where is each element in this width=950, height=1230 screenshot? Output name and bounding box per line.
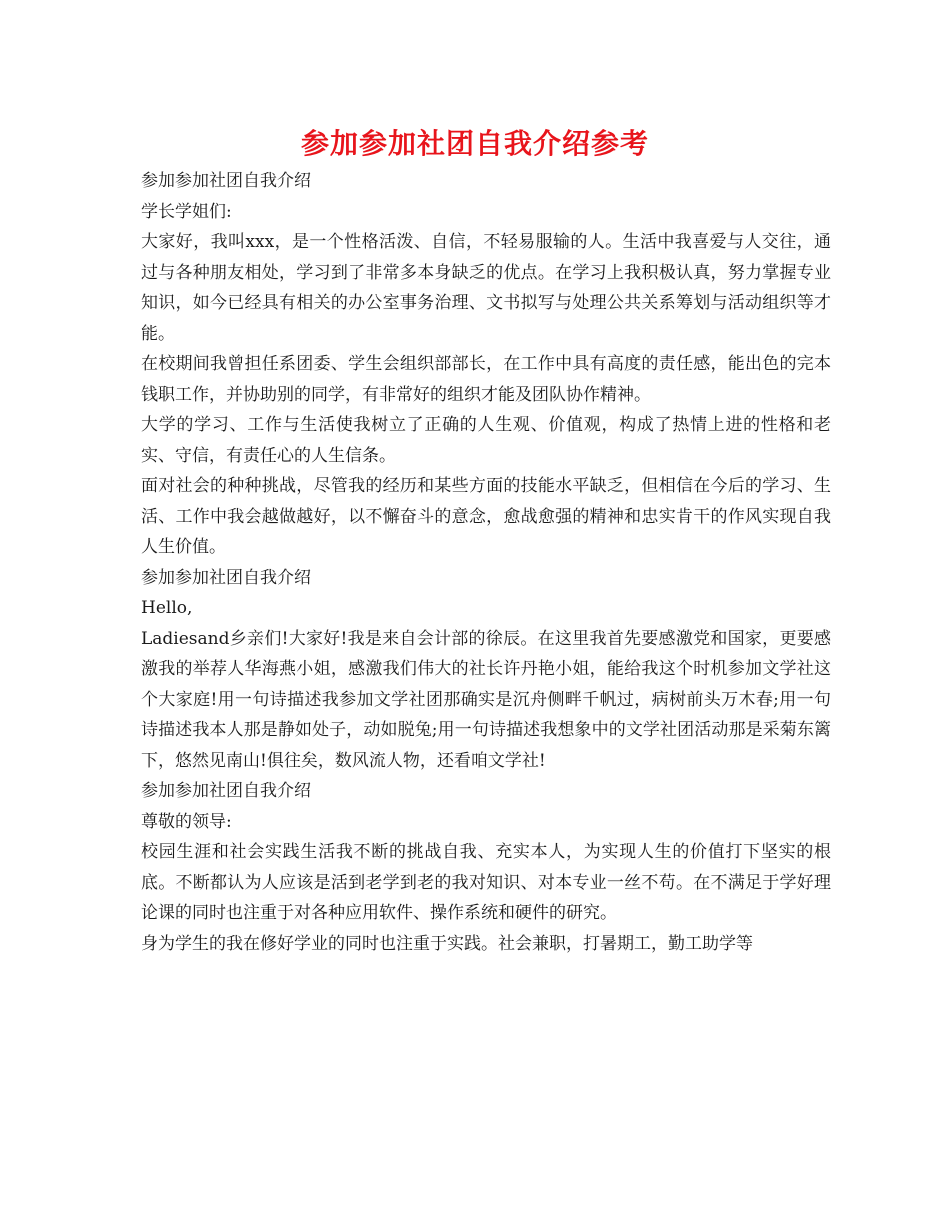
document-title: 参加参加社团自我介绍参考: [300, 127, 649, 160]
salutation: 尊敬的领导:: [141, 811, 232, 832]
document-body: [141, 166, 831, 959]
body-paragraph: Ladiesand乡亲们!大家好!我是来自会计部的徐辰。在这里我首先要感激党和国家，更要感激我的举荐人华海燕小姐，感激我们伟大的社长许丹艳小姐，能给我这个时机参加文学社这个大家庭!用一句诗描述我参加文学社团那确实是沉舟侧畔千帆过，病树前头万木春;用一句诗描述我本人那是静如处子，动如脱兔;用一句诗描述我想象中的文学社团活动那是采菊东篱下，悠然见南山!俱往矣，数风流人物，还看咱文学社!: [141, 628, 831, 771]
section-heading: 参加参加社团自我介绍: [141, 567, 311, 588]
section-heading: 参加参加社团自我介绍: [141, 781, 311, 801]
body-paragraph: 大家好，我叫xxx，是一个性格活泼、自信，不轻易服输的人。生活中我喜爱与人交往，通过与各种朋友相处，学习到了非常多本身缺乏的优点。在学习上我积极认真，努力掌握专业知识，如今已经具有相关的办公室事务治理、文书拟写与处理公共关系筹划与活动组织等才能。: [141, 232, 831, 344]
salutation: 学长学姐们:: [141, 201, 232, 222]
body-paragraph: 校园生涯和社会实践生活我不断的挑战自我、充实本人，为实现人生的价值打下坚实的根底。不断都认为人应该是活到老学到老的我对知识、对本专业一丝不苟。在不满足于学好理论课的同时也注重于对各种应用软件、操作系统和硬件的研究。: [141, 842, 831, 923]
section-heading: 参加参加社团自我介绍: [141, 171, 311, 191]
body-paragraph: 身为学生的我在修好学业的同时也注重于实践。社会兼职，打暑期工，勤工助学等: [141, 933, 753, 954]
salutation: Hello,: [141, 598, 193, 618]
body-paragraph: 大学的学习、工作与生活使我树立了正确的人生观、价值观，构成了热情上进的性格和老实、守信，有责任心的人生信条。: [141, 415, 831, 466]
body-paragraph: 在校期间我曾担任系团委、学生会组织部部长，在工作中具有高度的责任感，能出色的完本钱职工作，并协助别的同学，有非常好的组织才能及团队协作精神。: [141, 354, 831, 405]
body-paragraph: 面对社会的种种挑战，尽管我的经历和某些方面的技能水平缺乏，但相信在今后的学习、生活、工作中我会越做越好，以不懈奋斗的意念，愈战愈强的精神和忠实肯干的作风实现自我人生价值。: [141, 476, 831, 557]
